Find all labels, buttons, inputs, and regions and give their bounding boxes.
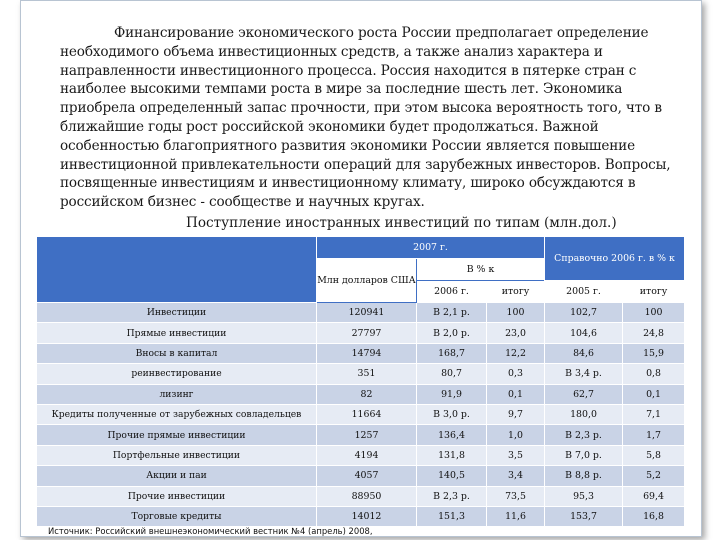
row-2006: 91,9: [417, 384, 487, 404]
row-total2: 5,8: [623, 445, 685, 465]
row-mln: 351: [317, 364, 417, 384]
row-total: 0,1: [487, 384, 545, 404]
table-row: [37, 323, 685, 343]
row-name: Портфельные инвестиции: [37, 445, 317, 465]
row-mln: 88950: [317, 486, 417, 506]
table-row: [37, 486, 685, 506]
row-total2: 0,1: [623, 384, 685, 404]
row-total: 3,4: [487, 466, 545, 486]
intro-paragraph: Финансирование экономического роста России предполагает определение необходимого объема инвестиционных средств, а также анализ характера и направленности инвестиционного процесса. Россия находится в пятерке стран с наиболее высокими темпами роста в мире за последние шесть лет. Экономика приобрела определенный запас прочности, при этом высока вероятность того, что в ближайшие годы рост российской экономики будет продолжаться. Важной особенностью благоприятного развития экономики России является повышение инвестиционной привлекательности операций для зарубежных инвесторов. Вопросы, посвященные инвестициям и инвестиционному климату, широко обсуждаются в российском бизнес - сообществе и научных кругах.: [60, 25, 671, 211]
row-2005: В 3,4 р.: [545, 364, 623, 384]
row-total2: 15,9: [623, 343, 685, 363]
row-mln: 4057: [317, 466, 417, 486]
table-title: Поступление иностранных инвестиций по типам (млн.дол.): [186, 215, 617, 231]
row-total2: 24,8: [623, 323, 685, 343]
row-mln: 1257: [317, 425, 417, 445]
row-total: 100: [487, 303, 545, 323]
row-2006: 168,7: [417, 343, 487, 363]
table-row: [37, 384, 685, 404]
row-name: Вносы в капитал: [37, 343, 317, 363]
row-mln: 14794: [317, 343, 417, 363]
row-name: Прочие прямые инвестиции: [37, 425, 317, 445]
row-mln: 82: [317, 384, 417, 404]
row-2006: В 3,0 р.: [417, 404, 487, 424]
row-total2: 1,7: [623, 425, 685, 445]
row-2005: 62,7: [545, 384, 623, 404]
investment-table: [36, 236, 685, 527]
row-mln: 11664: [317, 404, 417, 424]
row-2006: В 2,3 р.: [417, 486, 487, 506]
row-name: Кредиты полученные от зарубежных совладельцев: [37, 404, 317, 424]
row-2006: 151,3: [417, 506, 487, 526]
row-2005: 84,6: [545, 343, 623, 363]
header-col-2006: 2006 г.: [417, 281, 487, 303]
header-reference-2006: Справочно 2006 г. в % к: [545, 237, 685, 281]
row-total2: 69,4: [623, 486, 685, 506]
row-mln: 4194: [317, 445, 417, 465]
row-name: Прочие инвестиции: [37, 486, 317, 506]
row-name: Акции и паи: [37, 466, 317, 486]
row-mln: 14012: [317, 506, 417, 526]
row-2006: 80,7: [417, 364, 487, 384]
row-2005: 102,7: [545, 303, 623, 323]
row-total: 23,0: [487, 323, 545, 343]
row-total2: 0,8: [623, 364, 685, 384]
row-name: Инвестиции: [37, 303, 317, 323]
row-2005: 95,3: [545, 486, 623, 506]
row-mln: 120941: [317, 303, 417, 323]
header-col-2005: 2005 г.: [545, 281, 623, 303]
header-col-total2: итогу: [623, 281, 685, 303]
table-row: [37, 506, 685, 526]
table-row: [37, 445, 685, 465]
table-row: [37, 343, 685, 363]
row-total: 3,5: [487, 445, 545, 465]
header-year-2007: 2007 г.: [317, 237, 545, 259]
row-name: Торговые кредиты: [37, 506, 317, 526]
row-total: 0,3: [487, 364, 545, 384]
row-total2: 100: [623, 303, 685, 323]
table-row: [37, 404, 685, 424]
row-2006: В 2,1 р.: [417, 303, 487, 323]
row-2006: 136,4: [417, 425, 487, 445]
header-col-total: итогу: [487, 281, 545, 303]
source-note: Источник: Российский внешнеэкономический вестник №4 (апрель) 2008,: [48, 526, 373, 536]
header-empty-cell: [37, 237, 317, 303]
row-2005: В 8,8 р.: [545, 466, 623, 486]
header-pct-of: В % к: [417, 259, 545, 281]
table-row: [37, 425, 685, 445]
row-2005: В 2,3 р.: [545, 425, 623, 445]
row-total: 73,5: [487, 486, 545, 506]
row-total2: 16,8: [623, 506, 685, 526]
table-row: [37, 303, 685, 323]
row-total: 1,0: [487, 425, 545, 445]
row-2006: 131,8: [417, 445, 487, 465]
row-name: реинвестирование: [37, 364, 317, 384]
row-total2: 7,1: [623, 404, 685, 424]
row-2006: 140,5: [417, 466, 487, 486]
table-row: [37, 364, 685, 384]
row-2006: В 2,0 р.: [417, 323, 487, 343]
row-total2: 5,2: [623, 466, 685, 486]
row-mln: 27797: [317, 323, 417, 343]
row-total: 12,2: [487, 343, 545, 363]
header-mln-usd: Млн долларов США: [317, 259, 417, 303]
row-2005: 104,6: [545, 323, 623, 343]
table-row: [37, 466, 685, 486]
row-total: 11,6: [487, 506, 545, 526]
row-2005: 180,0: [545, 404, 623, 424]
row-2005: В 7,0 р.: [545, 445, 623, 465]
row-total: 9,7: [487, 404, 545, 424]
row-name: лизинг: [37, 384, 317, 404]
row-2005: 153,7: [545, 506, 623, 526]
row-name: Прямые инвестиции: [37, 323, 317, 343]
